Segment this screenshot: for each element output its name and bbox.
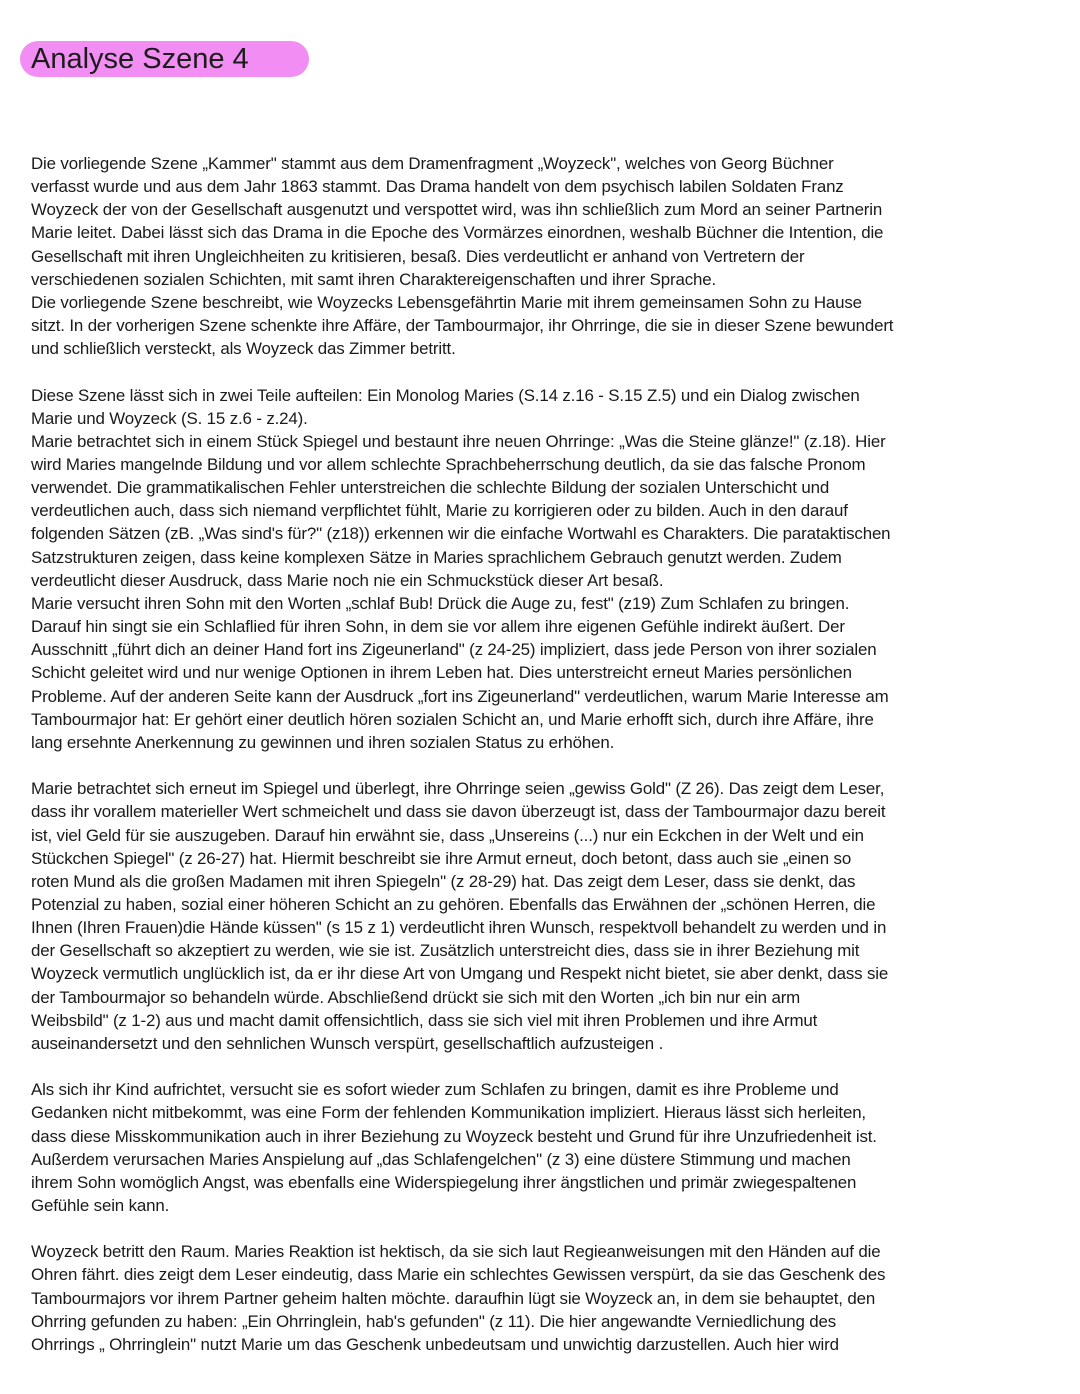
text-line: lang ersehnte Anerkennung zu gewinnen und ihren sozialen Status zu erhöhen.: [31, 732, 615, 752]
text-line: ist, viel Geld für sie auszugeben. Darauf hin erwähnt sie, dass „Unsereins (...) nur ein Eckchen in der Welt und ein: [31, 825, 864, 845]
text-line: roten Mund als die großen Madamen mit ihren Spiegeln" (z 28-29) hat. Das zeigt dem Leser, dass sie denkt, das: [31, 871, 856, 891]
analysis-text: [31, 152, 1061, 1356]
paragraph: [31, 777, 1061, 1055]
text-line: Tambourmajors vor ihrem Partner geheim halten möchte. daraufhin lügt sie Woyzeck an, in dem sie behauptet, den: [31, 1288, 876, 1308]
text-line: verdeutlichen auch, dass sich niemand verpflichtet fühlt, Marie zu korrigieren oder zu bilden. Auch in den darauf: [31, 501, 848, 521]
text-line: Marie und Woyzeck (S. 15 z.6 - z.24).: [31, 408, 308, 428]
text-line: dass diese Misskommunikation auch in ihrer Beziehung zu Woyzeck besteht und Grund für ihre Unzufriedenheit ist.: [31, 1126, 877, 1146]
text-line: Außerdem verursachen Maries Anspielung auf „das Schlafengelchen" (z 3) eine düstere Stimmung und machen: [31, 1149, 851, 1169]
text-line: Woyzeck betritt den Raum. Maries Reaktion ist hektisch, da sie sich laut Regieanweisungen mit den Händen auf die: [31, 1242, 881, 1262]
text-line: verfasst wurde und aus dem Jahr 1863 stammt. Das Drama handelt von dem psychisch labilen Soldaten Franz: [31, 177, 844, 197]
text-line: Als sich ihr Kind aufrichtet, versucht sie es sofort wieder zum Schlafen zu bringen, damit es ihre Probleme und: [31, 1080, 839, 1100]
text-line: Gefühle sein kann.: [31, 1195, 170, 1215]
text-line: Darauf hin singt sie ein Schlaflied für ihren Sohn, in dem sie vor allem ihre eigenen Gefühle indirekt äußert. Der: [31, 617, 845, 637]
text-line: Weibsbild" (z 1-2) aus und macht damit offensichtlich, dass sie sich viel mit ihren Problemen und ihre Armut: [31, 1010, 818, 1030]
paragraph: [31, 1078, 1061, 1217]
text-line: Woyzeck vermutlich unglücklich ist, da er ihr diese Art von Umgang und Respekt nicht bietet, sie aber denkt, dass sie: [31, 964, 889, 984]
text-line: und schließlich versteckt, als Woyzeck das Zimmer betritt.: [31, 339, 456, 359]
paragraph: [31, 592, 1061, 754]
text-line: Satzstrukturen zeigen, dass keine komplexen Sätze in Maries sprachlichem Gebrauch genutzt werden. Zudem: [31, 547, 842, 567]
paragraph: [31, 1240, 1061, 1356]
text-line: dass ihr vorallem materieller Wert schmeichelt und dass sie davon überzeugt ist, dass der Tambourmajor dazu bereit: [31, 802, 886, 822]
paragraph: [31, 430, 1061, 592]
text-line: Potenzial zu haben, sozial einer höheren Schicht an zu gehören. Ebenfalls das Erwähnen der „schönen Herren, die: [31, 894, 876, 914]
text-line: folgenden Sätzen (zB. „Was sind's für?" (z18)) erkennen wir die einfache Wortwahl es Charakters. Die parataktischen: [31, 524, 891, 544]
text-line: Woyzeck der von der Gesellschaft ausgenutzt und verspottet wird, was ihn schließlich zum Mord an seiner Partnerin: [31, 200, 883, 220]
paragraph: [31, 291, 1061, 360]
text-line: sitzt. In der vorherigen Szene schenkte ihre Affäre, der Tambourmajor, ihr Ohrringe, die sie in dieser Szene bewundert: [31, 316, 894, 336]
text-line: Ihnen (Ihren Frauen)die Hände küssen" (s 15 z 1) verdeutlicht ihren Wunsch, respektvoll behandelt zu werden und in: [31, 918, 887, 938]
text-line: verschiedenen sozialen Schichten, mit samt ihren Charaktereigenschaften und ihrer Sprache.: [31, 269, 717, 289]
text-line: Stückchen Spiegel" (z 26-27) hat. Hiermit beschreibt sie ihre Armut erneut, doch betont, dass auch sie „einen so: [31, 848, 852, 868]
text-line: Ohrrings „ Ohrringlein" nutzt Marie um das Geschenk unbedeutsam und unwichtig darzustellen. Auch hier wird: [31, 1334, 839, 1354]
page-title: Analyse Szene 4: [20, 41, 309, 77]
text-line: Diese Szene lässt sich in zwei Teile aufteilen: Ein Monolog Maries (S.14 z.16 - S.15 Z.5) und ein Dialog zwischen: [31, 385, 860, 405]
text-line: Gesellschaft mit ihren Ungleichheiten zu kritisieren, besaß. Dies verdeutlicht er anhand von Vertretern der: [31, 246, 805, 266]
text-line: Marie versucht ihren Sohn mit den Worten „schlaf Bub! Drück die Auge zu, fest" (z19) Zum Schlafen zu bringen.: [31, 593, 850, 613]
text-line: Tambourmajor hat: Er gehört einer deutlich hören sozialen Schicht an, und Marie erhofft sich, durch ihre Affäre, ihre: [31, 709, 874, 729]
text-line: Die vorliegende Szene beschreibt, wie Woyzecks Lebensgefährtin Marie mit ihrem gemeinsamen Sohn zu Hause: [31, 292, 862, 312]
text-line: Schicht geleitet wird und nur wenige Optionen in ihrem Leben hat. Dies unterstreicht erneut Maries persönlichen: [31, 663, 852, 683]
text-line: Gedanken nicht mitbekommt, was eine Form der fehlenden Kommunikation impliziert. Hieraus lässt sich herleiten,: [31, 1103, 866, 1123]
text-line: der Gesellschaft so akzeptiert zu werden, wie sie ist. Zusätzlich unterstreicht dies, dass sie in ihrer Beziehung mit: [31, 941, 860, 961]
text-line: verwendet. Die grammatikalischen Fehler unterstreichen die schlechte Bildung der sozialen Unterschicht und: [31, 478, 830, 498]
text-line: Ohren fährt. dies zeigt dem Leser eindeutig, dass Marie ein schlechtes Gewissen verspürt, da sie das Geschenk des: [31, 1265, 886, 1285]
text-line: Die vorliegende Szene „Kammer" stammt aus dem Dramenfragment „Woyzeck", welches von Georg Büchner: [31, 154, 834, 173]
text-line: Marie betrachtet sich in einem Stück Spiegel und bestaunt ihre neuen Ohrringe: „Was die Steine glänze!" (z.18). Hier: [31, 431, 886, 451]
paragraph: [31, 384, 1061, 430]
text-line: Marie leitet. Dabei lässt sich das Drama in die Epoche des Vormärzes einordnen, weshalb Büchner die Intention, die: [31, 223, 884, 243]
text-line: wird Maries mangelnde Bildung und vor allem schlechte Sprachbeherrschung deutlich, da sie das falsche Pronom: [31, 455, 866, 475]
text-line: verdeutlicht dieser Ausdruck, dass Marie noch nie ein Schmuckstück dieser Art besaß.: [31, 570, 664, 590]
text-line: Ohrring gefunden zu haben: „Ein Ohrringlein, hab's gefunden" (z 11). Die hier angewandte Verniedlichung des: [31, 1311, 837, 1331]
text-line: Probleme. Auf der anderen Seite kann der Ausdruck „fort ins Zigeunerland" verdeutlichen, warum Marie Interesse am: [31, 686, 889, 706]
text-line: Marie betrachtet sich erneut im Spiegel und überlegt, ihre Ohrringe seien „gewiss Gold" (Z 26). Das zeigt dem Leser,: [31, 779, 885, 799]
text-line: Ausschnitt „führt dich an deiner Hand fort ins Zigeunerland" (z 24-25) impliziert, dass jede Person von ihrer sozialen: [31, 640, 877, 660]
text-line: der Tambourmajor so behandeln würde. Abschließend drückt sie sich mit den Worten „ich bin nur ein arm: [31, 987, 801, 1007]
text-line: auseinandersetzt und den sehnlichen Wunsch verspürt, gesellschaftlich aufzusteigen .: [31, 1033, 664, 1053]
paragraph: [31, 152, 1061, 291]
text-line: ihrem Sohn womöglich Angst, was ebenfalls eine Widerspiegelung ihrer ängstlichen und primär zwiegespaltenen: [31, 1172, 857, 1192]
